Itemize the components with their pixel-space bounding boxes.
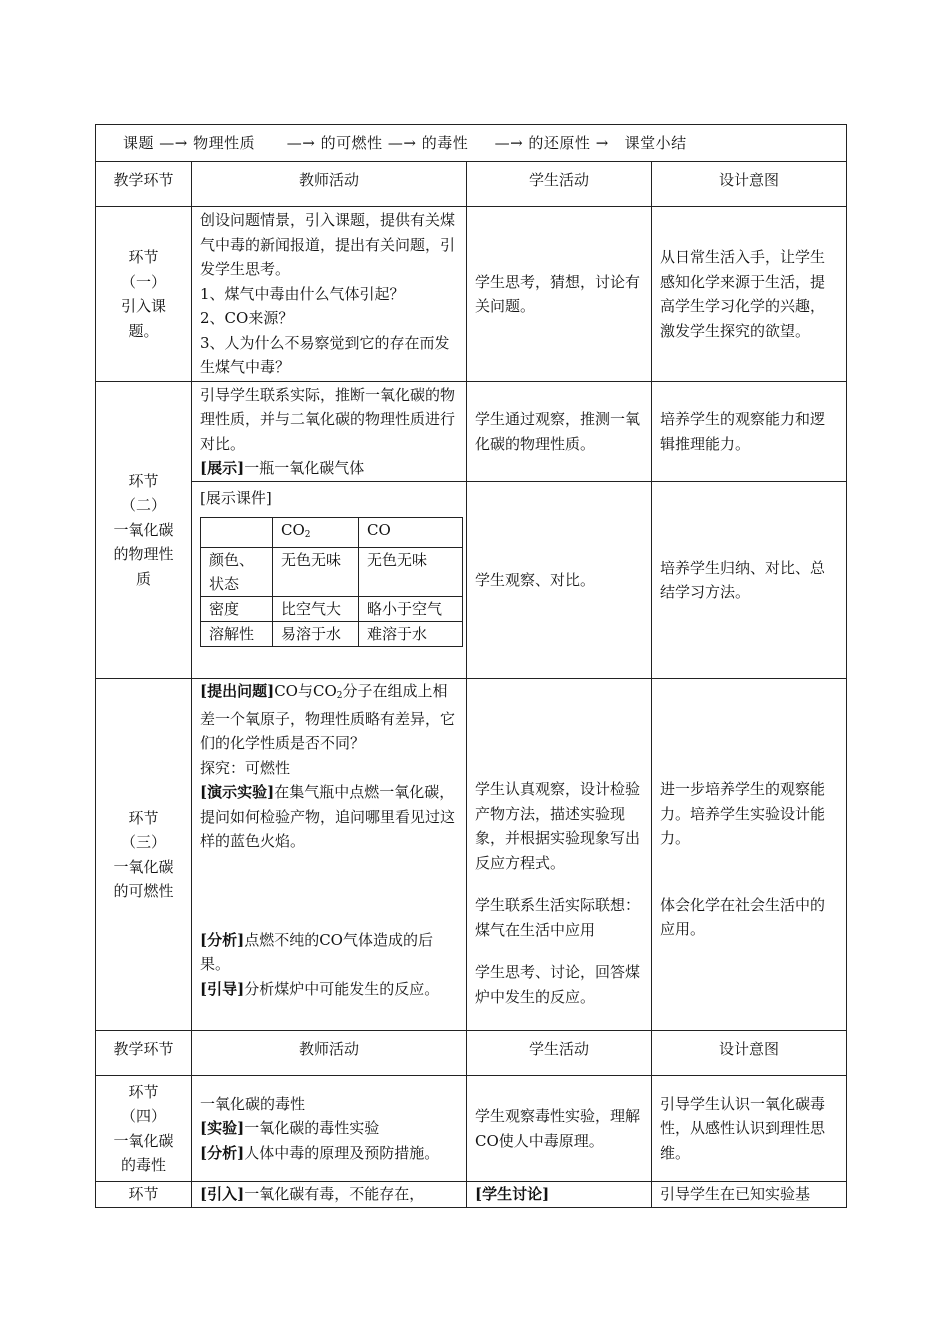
section-3-label: 环节 （三） 一氧化碳 的可燃性: [96, 679, 192, 1031]
compare-row-co2: 易溶于水: [273, 621, 359, 646]
section-5-label: 环节: [96, 1182, 192, 1208]
property-compare-table: [200, 517, 463, 647]
section-1-teacher: 创设问题情景，引入课题，提供有关煤气中毒的新闻报道，提出有关问题，引发学生思考。 1、煤气中毒由什么气体引起？ 2、CO来源？ 3、人为什么不易察觉到它的存在而发生煤气中毒？: [192, 207, 467, 382]
section-1-student: 学生思考，猜想，讨论有关问题。: [467, 207, 652, 382]
compare-row-name: 溶解性: [201, 621, 273, 646]
lesson-flow: 课题 —→ 物理性质 —→ 的可燃性 —→ 的毒性 —→ 的还原性 → 课堂小结: [96, 125, 847, 162]
section-3-student: 学生认真观察，设计检验产物方法，描述实验现象，并根据实验现象写出反应方程式。 学生联系生活实际联想：煤气在生活中应用 学生思考、讨论，回答煤炉中发生的反应。: [467, 679, 652, 1031]
section-2-student-b: 学生观察、对比。: [467, 482, 652, 679]
lesson-plan-table: [95, 124, 847, 1208]
section-5-row: [96, 1182, 847, 1208]
compare-head-co2: $CO_2$: [273, 517, 359, 547]
compare-row: [201, 547, 463, 596]
header-stage: 教学环节: [96, 162, 192, 207]
compare-row-co: 难溶于水: [359, 621, 463, 646]
compare-row-name: 颜色、状态: [201, 547, 273, 596]
section-2b-row: [96, 482, 847, 679]
compare-row-co: 略小于空气: [359, 596, 463, 621]
section-5-student: [学生讨论]: [467, 1182, 652, 1208]
header-teacher: 教师活动: [192, 1031, 467, 1076]
section-2-intent-b: 培养学生归纳、对比、总结学习方法。: [652, 482, 847, 679]
section-1-label: 环节 （一） 引入课 题。: [96, 207, 192, 382]
section-4-student: 学生观察毒性实验，理解CO使人中毒原理。: [467, 1076, 652, 1182]
compare-row-co2: 无色无味: [273, 547, 359, 596]
section-5-teacher: [引入]一氧化碳有毒，不能存在，: [192, 1182, 467, 1208]
section-3-teacher: [提出问题]CO与$CO_2$分子在组成上相差一个氧原子，物理性质略有差异，它们的化学性质是否不同？ 探究：可燃性 [演示实验]在集气瓶中点燃一氧化碳，提问如何检验产物，追问哪里看见过这样的蓝色火焰。 [分析]点燃不纯的CO气体造成的后果。 [引导]分析煤炉中可能发生的反应。: [192, 679, 467, 1031]
section-4-row: [96, 1076, 847, 1182]
section-1-intent: 从日常生活入手，让学生感知化学来源于生活，提高学生学习化学的兴趣，激发学生探究的欲望。: [652, 207, 847, 382]
flow-row: [96, 125, 847, 162]
header-row: [96, 162, 847, 207]
compare-corner: [201, 517, 273, 547]
header-student: 学生活动: [467, 162, 652, 207]
section-3-row: [96, 679, 847, 1031]
compare-head-co: CO: [359, 517, 463, 547]
compare-row: [201, 621, 463, 646]
section-2-label: 环节 （二） 一氧化碳 的物理性 质: [96, 382, 192, 679]
header-intent: 设计意图: [652, 1031, 847, 1076]
section-4-intent: 引导学生认识一氧化碳毒性，从感性认识到理性思维。: [652, 1076, 847, 1182]
section-5-intent: 引导学生在已知实验基: [652, 1182, 847, 1208]
section-1-row: [96, 207, 847, 382]
compare-row-co2: 比空气大: [273, 596, 359, 621]
section-3-intent: 进一步培养学生的观察能力。培养学生实验设计能力。 体会化学在社会生活中的应用。: [652, 679, 847, 1031]
compare-header-row: [201, 517, 463, 547]
header-student: 学生活动: [467, 1031, 652, 1076]
header-stage: 教学环节: [96, 1031, 192, 1076]
header-row-repeat: [96, 1031, 847, 1076]
section-2-student-a: 学生通过观察，推测一氧化碳的物理性质。: [467, 382, 652, 482]
section-4-teacher: 一氧化碳的毒性 [实验]一氧化碳的毒性实验 [分析]人体中毒的原理及预防措施。: [192, 1076, 467, 1182]
compare-row-name: 密度: [201, 596, 273, 621]
section-2-teacher-a: 引导学生联系实际，推断一氧化碳的物理性质，并与二氧化碳的物理性质进行对比。 [展示]一瓶一氧化碳气体: [192, 382, 467, 482]
section-2a-row: [96, 382, 847, 482]
section-2-intent-a: 培养学生的观察能力和逻辑推理能力。: [652, 382, 847, 482]
compare-row: [201, 596, 463, 621]
section-2-teacher-b: [展示课件] $CO_2$ CO 颜色、状态 无色无味 无色无味 密度 比空气大 略小于空气 溶解性 易溶于水 难溶于水: [192, 482, 467, 679]
header-teacher: 教师活动: [192, 162, 467, 207]
header-intent: 设计意图: [652, 162, 847, 207]
section-4-label: 环节 （四） 一氧化碳 的毒性: [96, 1076, 192, 1182]
compare-row-co: 无色无味: [359, 547, 463, 596]
